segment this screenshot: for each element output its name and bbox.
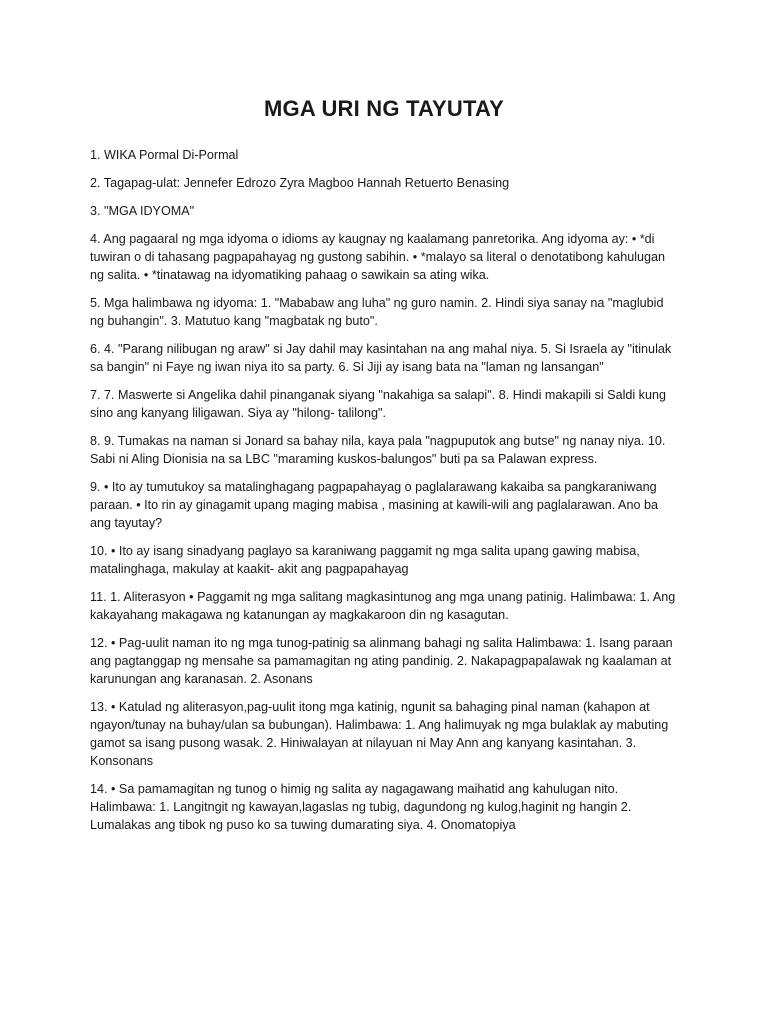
paragraph-11: 11. 1. Aliterasyon • Paggamit ng mga salitang magkasintunog ang mga unang patinig. Halimbawa: 1. Ang kakayahang makagawa ng katanungan ay magkakaroon din ng kasagutan. xyxy=(90,590,676,622)
paragraph-10: 10. • Ito ay isang sinadyang paglayo sa karaniwang paggamit ng mga salita upang gawing mabisa, matalinghaga, makulay at kaakit- akit ang pagpapahayag xyxy=(90,544,640,576)
paragraph-14: 14. • Sa pamamagitan ng tunog o himig ng salita ay nagagawang maihatid ang kahulugan nito. Halimbawa: 1. Langitngit ng kawayan,lagaslas ng tubig, dagundong ng kulog,haginit ng hangin 2. Lumalakas ang tibok ng puso ko sa tuwing dumarating siya. 4. Onomatopiya xyxy=(90,782,632,832)
paragraph-5: 5. Mga halimbawa ng idyoma: 1. "Mababaw ang luha" ng guro namin. 2. Hindi siya sanay na "maglubid ng buhangin". 3. Matutuo kang "magbatak ng buto". xyxy=(90,296,664,328)
paragraph-9: 9. • Ito ay tumutukoy sa matalinghagang pagpapahayag o paglalarawang kakaiba sa pangkaraniwang paraan. • Ito rin ay ginagamit upang maging mabisa , masining at kawili-wili ang paglalarawan. Ano ba ang tayutay? xyxy=(90,480,658,530)
paragraph-13: 13. • Katulad ng aliterasyon,pag-uulit itong mga katinig, ngunit sa bahaging pinal naman (kahapon at ngayon/tunay na buhay/ulan sa bubungan). Halimbawa: 1. Ang halimuyak ng mga bulaklak ay mabuting gamot sa isang pusong wasak. 2. Hiniwalayan at nilayuan ni May Ann ang kanyang kasintahan. 3. Konsonans xyxy=(90,700,669,768)
paragraph-7: 7. 7. Maswerte si Angelika dahil pinanganak siyang "nakahiga sa salapi". 8. Hindi makapili si Saldi kung sino ang kanyang liligawan. Siya ay "hilong- talilong". xyxy=(90,388,666,420)
paragraph-12: 12. • Pag-uulit naman ito ng mga tunog-patinig sa alinmang bahagi ng salita Halimbawa: 1. Isang paraan ang pagtanggap ng mensahe sa pamamagitan ng ating pandinig. 2. Nakapagpapalawak ng kaalaman at karunungan ang karanasan. 2. Asonans xyxy=(90,636,673,686)
paragraph-2: 2. Tagapag-ulat: Jennefer Edrozo Zyra Magboo Hannah Retuerto Benasing xyxy=(90,176,510,190)
paragraph-8: 8. 9. Tumakas na naman si Jonard sa bahay nila, kaya pala "nagpuputok ang butse" ng nanay niya. 10. Sabi ni Aling Dionisia na sa LBC "maraming kuskos-balungos" buti pa sa Palawan express. xyxy=(90,434,666,466)
document-title: MGA URI NG TAYUTAY xyxy=(264,96,504,121)
paragraph-6: 6. 4. "Parang nilibugan ng araw" si Jay dahil may kasintahan na ang mahal niya. 5. Si Israela ay "itinulak sa bangin" ni Faye ng iwan niya ito sa party. 6. Si Jiji ay isang bata na "laman ng lansangan" xyxy=(90,342,672,374)
paragraph-3: 3. "MGA IDYOMA" xyxy=(90,204,195,218)
paragraph-4: 4. Ang pagaaral ng mga idyoma o idioms ay kaugnay ng kaalamang panretorika. Ang idyoma ay: • *di tuwiran o di tahasang pagpapahayag ng gustong sabihin. • *malayo sa literal o denotatibong kahulugan ng salita. • *tinatawag na idyomatiking pahaag o sawikain sa ating wika. xyxy=(90,232,666,282)
paragraph-1: 1. WIKA Pormal Di-Pormal xyxy=(90,148,239,162)
